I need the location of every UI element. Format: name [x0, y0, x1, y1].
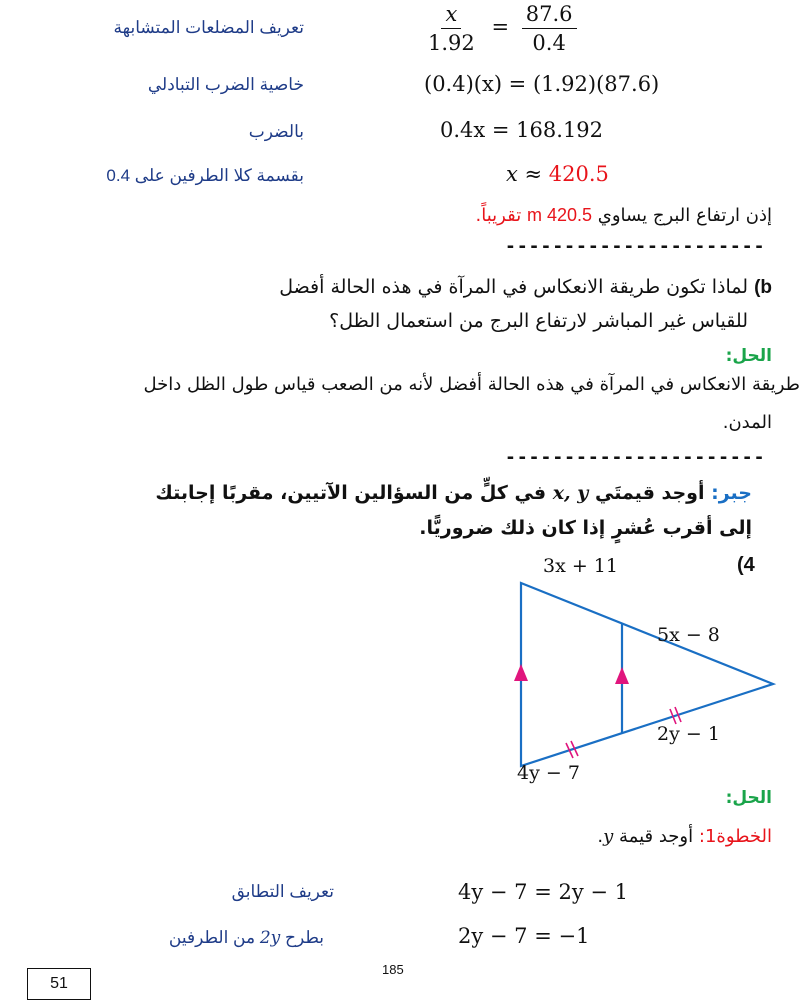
equals-sign: = — [491, 15, 510, 39]
result-lhs: x ≈ — [506, 162, 549, 186]
fraction-left — [424, 2, 479, 55]
triangle-figure — [500, 560, 790, 785]
fraction-left-denominator: 1.92 — [428, 31, 475, 55]
problem-number: (4 — [737, 554, 755, 576]
figure-label-right: 5x − 8 — [657, 624, 720, 646]
result-equation — [506, 162, 609, 186]
cross-product-equation: (0.4)(x) = (1.92)(87.6) — [424, 72, 660, 96]
answer-b-line1: طريقة الانعكاس في المرآة في هذه الحالة أفضل لأنه من الصعب قياس طول الظل داخل — [143, 374, 800, 395]
conclusion-suffix: تقريباً. — [475, 205, 522, 226]
subtract-equation: 2y − 7 = −1 — [458, 924, 590, 948]
step1-var: y — [603, 826, 614, 847]
algebra-tag: جبر: — [711, 482, 752, 504]
conclusion-prefix: إذن ارتفاع البرج يساوي — [597, 205, 772, 226]
algebra-text-a: أوجد قيمتَي — [594, 482, 705, 504]
divider-1: ---------------------- — [505, 236, 766, 257]
fraction-right-numerator: 87.6 — [522, 2, 577, 29]
fraction-right-denominator: 0.4 — [532, 31, 566, 55]
step1-line — [597, 826, 772, 847]
figure-label-top: 3x + 11 — [543, 555, 618, 577]
parallel-arrow-middle — [615, 667, 629, 684]
algebra-prompt-line1 — [155, 482, 752, 504]
conclusion-line — [476, 205, 772, 226]
part-b-text1: لماذا تكون طريقة الانعكاس في المرآة في هذه الحالة أفضل — [279, 276, 749, 298]
subtract-note-a: بطرح — [284, 928, 324, 947]
step1-end: . — [597, 826, 604, 847]
step-note-divide: بقسمة كلا الطرفين على 0.4 — [106, 166, 304, 185]
subtract-note-b: من الطرفين — [168, 928, 256, 947]
solution-label-4: الحل: — [725, 788, 772, 808]
step-note-subtract — [169, 928, 324, 948]
algebra-text-b: في كلٍّ من السؤالين الآتيين، مقربًا إجابتك — [155, 482, 547, 504]
algebra-vars: x, y — [552, 482, 589, 504]
solution-label-b: الحل: — [725, 346, 772, 366]
fraction-left-numerator: x — [441, 2, 461, 29]
figure-label-lower-right: 2y − 1 — [657, 723, 720, 745]
conclusion-value: 420.5 m — [526, 205, 593, 225]
answer-b-line2: المدن. — [722, 412, 772, 433]
multiply-equation: 0.4x = 168.192 — [440, 118, 604, 142]
step1-text: أوجد قيمة — [619, 826, 694, 847]
result-value: 420.5 — [548, 162, 609, 186]
parallel-arrow-left — [514, 664, 528, 681]
step-note-cross-product: خاصية الضرب التبادلي — [147, 75, 304, 94]
corner-number-box: 51 — [27, 968, 91, 1000]
algebra-prompt-line2: إلى أقرب عُشرٍ إذا كان ذلك ضروريًّا. — [419, 517, 752, 539]
page-number: 185 — [382, 962, 404, 977]
divider-2: ---------------------- — [505, 447, 766, 468]
proportion-equation — [424, 2, 577, 55]
part-b-label: b) — [754, 277, 772, 298]
part-b-question-line1 — [279, 276, 772, 299]
triangle-outline — [521, 583, 773, 766]
figure-label-bottom: 4y − 7 — [517, 762, 580, 784]
part-b-question-line2: للقياس غير المباشر لارتفاع البرج من استعمال الظل؟ — [329, 310, 748, 332]
step-note-congruence: تعريف التطابق — [231, 882, 334, 901]
step-note-similar-polygons: تعريف المضلعات المتشابهة — [113, 18, 304, 37]
subtract-note-var: 2y — [259, 928, 281, 948]
step1-label: الخطوة1: — [698, 826, 772, 847]
step-note-multiply: بالضرب — [248, 122, 304, 141]
fraction-right — [522, 2, 577, 55]
congruence-equation: 4y − 7 = 2y − 1 — [458, 880, 629, 904]
